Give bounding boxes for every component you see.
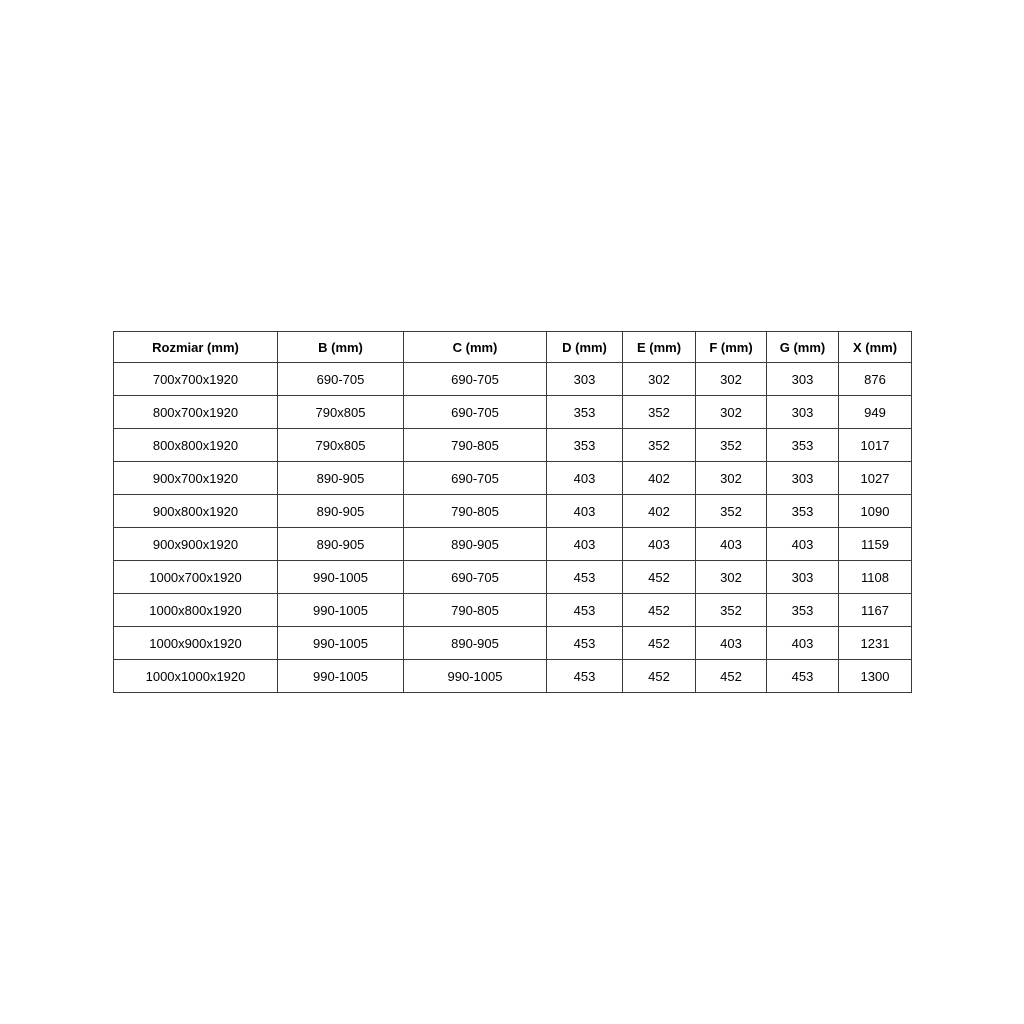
table-row (114, 429, 912, 462)
table-cell: 690-705 (404, 396, 547, 429)
table-cell: 303 (767, 561, 839, 594)
table-cell: 1108 (839, 561, 912, 594)
column-header: B (mm) (278, 332, 404, 363)
column-header: C (mm) (404, 332, 547, 363)
column-header: F (mm) (696, 332, 767, 363)
table-cell: 890-905 (278, 495, 404, 528)
table-cell: 352 (696, 594, 767, 627)
size-cell: 1000x900x1920 (114, 627, 278, 660)
table-cell: 402 (623, 462, 696, 495)
table-cell: 990-1005 (278, 627, 404, 660)
table-cell: 302 (696, 396, 767, 429)
table-cell: 790x805 (278, 429, 404, 462)
table-cell: 303 (767, 363, 839, 396)
header-row (114, 332, 912, 363)
table-cell: 890-905 (404, 528, 547, 561)
table-cell: 453 (547, 561, 623, 594)
table-cell: 453 (547, 627, 623, 660)
table-cell: 353 (547, 429, 623, 462)
table-cell: 1300 (839, 660, 912, 693)
column-header: E (mm) (623, 332, 696, 363)
table-cell: 1027 (839, 462, 912, 495)
table-row (114, 528, 912, 561)
table-cell: 302 (696, 462, 767, 495)
table-cell: 303 (767, 396, 839, 429)
table-cell: 990-1005 (404, 660, 547, 693)
table-cell: 1090 (839, 495, 912, 528)
table-cell: 452 (623, 561, 696, 594)
table-row (114, 495, 912, 528)
table-cell: 790x805 (278, 396, 404, 429)
table-cell: 353 (767, 429, 839, 462)
table-cell: 1017 (839, 429, 912, 462)
table-row (114, 396, 912, 429)
table-cell: 302 (623, 363, 696, 396)
table-cell: 402 (623, 495, 696, 528)
table-cell: 790-805 (404, 495, 547, 528)
table-row (114, 561, 912, 594)
dimensions-table (113, 331, 912, 693)
column-header: Rozmiar (mm) (114, 332, 278, 363)
table-cell: 452 (696, 660, 767, 693)
table-cell: 890-905 (278, 528, 404, 561)
table-cell: 1159 (839, 528, 912, 561)
table-cell: 790-805 (404, 594, 547, 627)
size-cell: 1000x800x1920 (114, 594, 278, 627)
table-cell: 403 (623, 528, 696, 561)
table-cell: 990-1005 (278, 660, 404, 693)
column-header: D (mm) (547, 332, 623, 363)
table-cell: 403 (767, 528, 839, 561)
table-cell: 303 (767, 462, 839, 495)
table-cell: 452 (623, 660, 696, 693)
table-cell: 453 (767, 660, 839, 693)
table-cell: 302 (696, 561, 767, 594)
size-cell: 800x800x1920 (114, 429, 278, 462)
table-row (114, 594, 912, 627)
table-cell: 353 (767, 594, 839, 627)
table-cell: 452 (623, 594, 696, 627)
table-cell: 302 (696, 363, 767, 396)
size-cell: 1000x700x1920 (114, 561, 278, 594)
table-cell: 790-805 (404, 429, 547, 462)
table-cell: 690-705 (404, 363, 547, 396)
table-cell: 990-1005 (278, 561, 404, 594)
table-cell: 690-705 (404, 561, 547, 594)
table-cell: 353 (767, 495, 839, 528)
table-cell: 403 (547, 528, 623, 561)
table-cell: 690-705 (404, 462, 547, 495)
size-table-container (113, 331, 912, 693)
table-cell: 352 (696, 495, 767, 528)
table-cell: 403 (767, 627, 839, 660)
table-row (114, 627, 912, 660)
table-cell: 352 (623, 396, 696, 429)
table-cell: 1167 (839, 594, 912, 627)
size-cell: 900x800x1920 (114, 495, 278, 528)
table-cell: 353 (547, 396, 623, 429)
table-row (114, 462, 912, 495)
table-cell: 690-705 (278, 363, 404, 396)
size-cell: 700x700x1920 (114, 363, 278, 396)
table-cell: 990-1005 (278, 594, 404, 627)
table-body (114, 363, 912, 693)
table-cell: 303 (547, 363, 623, 396)
table-cell: 890-905 (278, 462, 404, 495)
table-cell: 403 (547, 495, 623, 528)
table-cell: 403 (696, 627, 767, 660)
table-row (114, 660, 912, 693)
table-cell: 949 (839, 396, 912, 429)
table-row (114, 363, 912, 396)
table-cell: 452 (623, 627, 696, 660)
table-cell: 1231 (839, 627, 912, 660)
table-cell: 453 (547, 660, 623, 693)
table-cell: 453 (547, 594, 623, 627)
table-cell: 890-905 (404, 627, 547, 660)
table-cell: 352 (623, 429, 696, 462)
table-cell: 352 (696, 429, 767, 462)
size-cell: 1000x1000x1920 (114, 660, 278, 693)
column-header: X (mm) (839, 332, 912, 363)
table-cell: 876 (839, 363, 912, 396)
size-cell: 900x900x1920 (114, 528, 278, 561)
size-cell: 800x700x1920 (114, 396, 278, 429)
size-cell: 900x700x1920 (114, 462, 278, 495)
table-cell: 403 (547, 462, 623, 495)
table-cell: 403 (696, 528, 767, 561)
column-header: G (mm) (767, 332, 839, 363)
